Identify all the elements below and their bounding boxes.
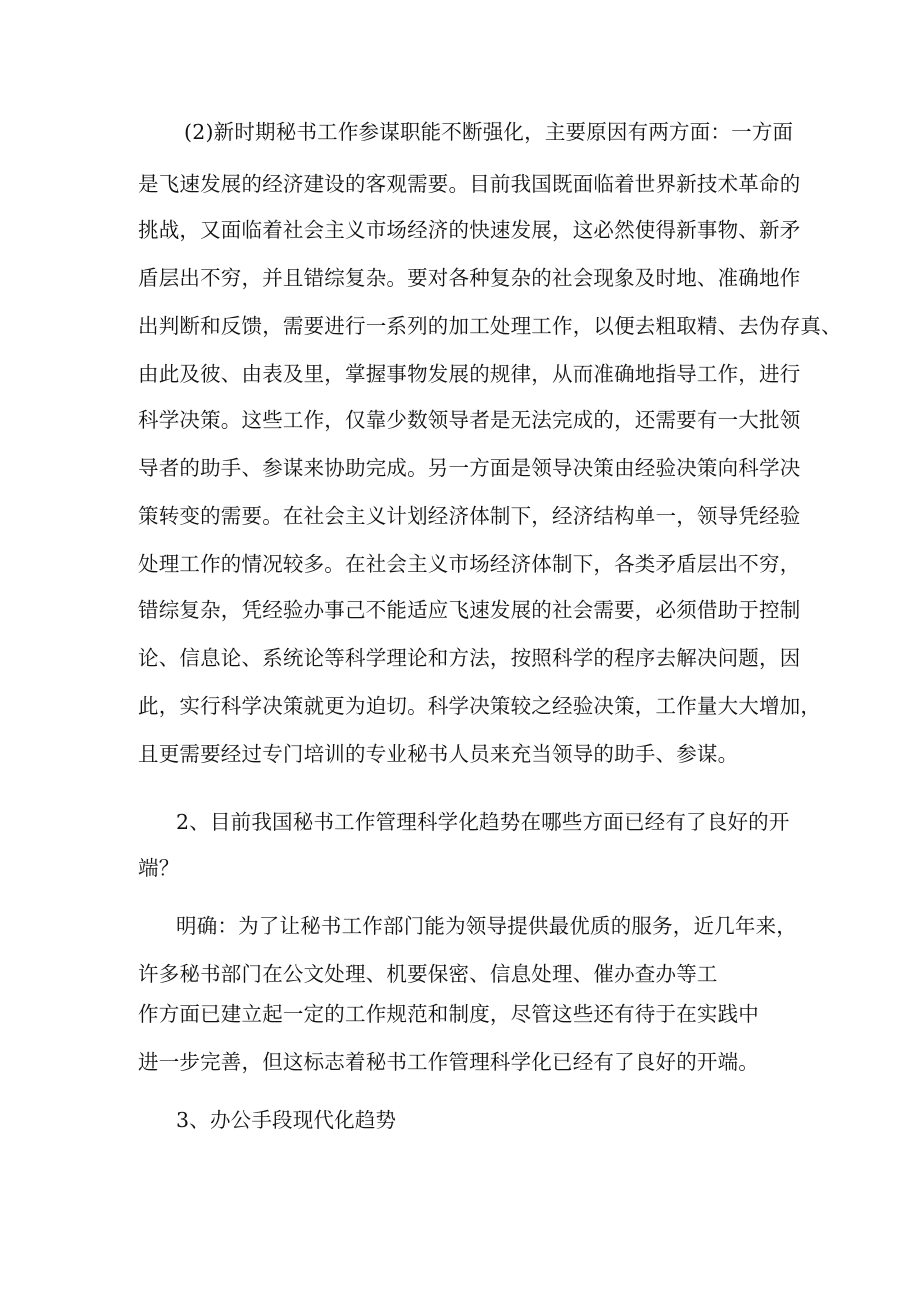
answer-2-line-1: 明确：为了让秘书工作部门能为领导提供最优质的服务，近几年来，	[176, 914, 797, 938]
section-3-heading: 3、办公手段现代化趋势	[176, 1108, 397, 1132]
paragraph-1-line-2: 是飞速发展的经济建设的客观需要。目前我国既面临着世界新技术革命的	[138, 172, 801, 196]
paragraph-1-line-5: 出判断和反馈，需要进行一系列的加工处理工作，以便去粗取精、去伪存真、	[138, 314, 842, 338]
paragraph-1-line-3: 挑战，又面临着社会主义市场经济的快速发展，这必然使得新事物、新矛	[138, 218, 801, 242]
answer-2-line-2: 许多秘书部门在公文处理、机要保密、信息处理、催办查办等工	[138, 962, 718, 986]
answer-2-line-4: 进一步完善，但这标志着秘书工作管理科学化已经有了良好的开端。	[138, 1050, 759, 1074]
answer-2-line-3: 作方面已建立起一定的工作规范和制度，尽管这些还有待于在实践中	[138, 1002, 759, 1026]
question-2-line-1: 2、目前我国秘书工作管理科学化趋势在哪些方面已经有了良好的开	[176, 810, 790, 834]
paragraph-1-line-1: (2)新时期秘书工作参谋职能不断强化，主要原因有两方面：一方面	[184, 120, 794, 144]
question-2-line-2: 端？	[138, 856, 180, 880]
paragraph-1-line-13: 此，实行科学决策就更为迫切。科学决策较之经验决策，工作量大大增加，	[138, 694, 822, 718]
paragraph-1-line-8: 导者的助手、参谋来协助完成。另一方面是领导决策由经验决策向科学决	[138, 456, 801, 480]
paragraph-1-line-4: 盾层出不穷，并且错综复杂。要对各种复杂的社会现象及时地、准确地作	[138, 266, 801, 290]
paragraph-1-line-9: 策转变的需要。在社会主义计划经济体制下，经济结构单一，领导凭经验	[138, 504, 801, 528]
paragraph-1-line-11: 错综复杂，凭经验办事己不能适应飞速发展的社会需要，必须借助于控制	[138, 598, 801, 622]
paragraph-1-line-14: 且更需要经过专门培训的专业秘书人员来充当领导的助手、参谋。	[138, 742, 739, 766]
paragraph-1-line-7: 科学决策。这些工作，仅靠少数领导者是无法完成的，还需要有一大批领	[138, 408, 801, 432]
paragraph-1-line-12: 论、信息论、系统论等科学理论和方法，按照科学的程序去解决问题，因	[138, 646, 801, 670]
paragraph-1-line-6: 由此及彼、由表及里，掌握事物发展的规律，从而准确地指导工作，进行	[138, 362, 801, 386]
paragraph-1-line-10: 处理工作的情况较多。在社会主义市场经济体制下，各类矛盾层出不穷，	[138, 552, 801, 576]
